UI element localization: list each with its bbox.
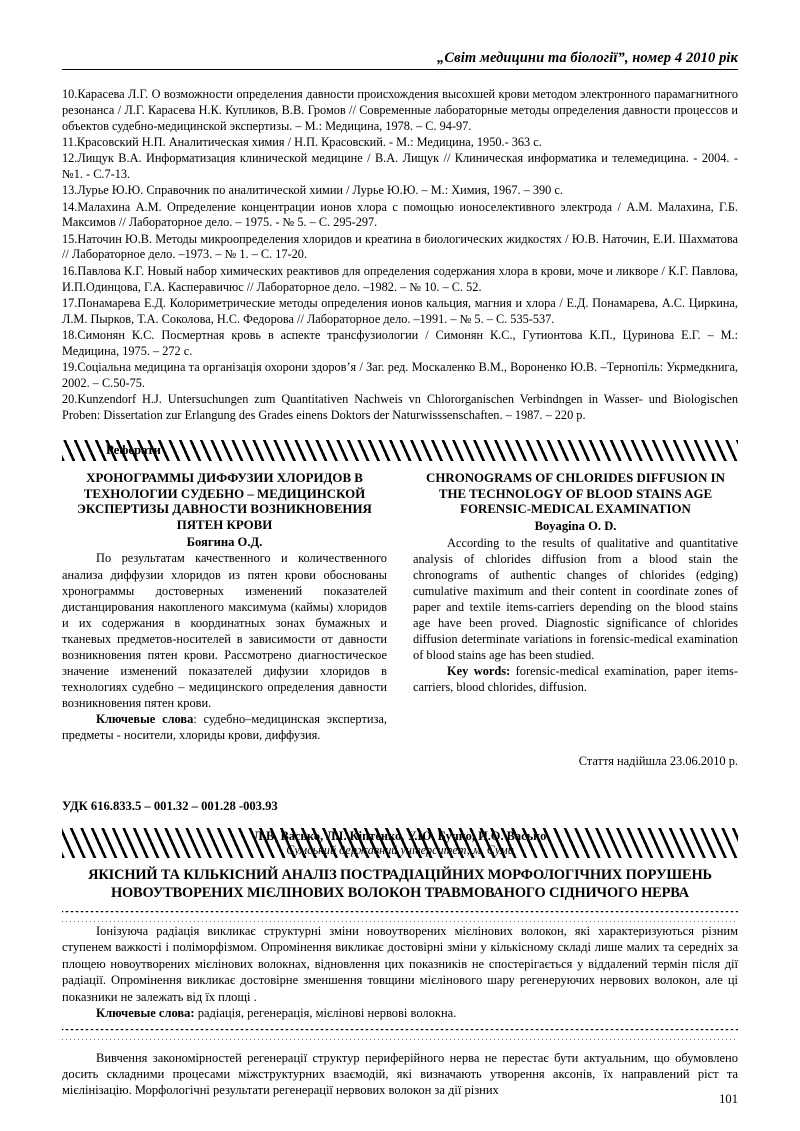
section-band-abstracts — [62, 440, 738, 461]
article-keywords — [62, 1005, 738, 1021]
udc-code: УДК 616.833.5 – 001.32 – 001.28 -003.93 — [62, 799, 278, 814]
abstract-keywords-text-ru: : судебно–медицинская экспертиза, предметы - носители, хлориды крови, диффузия. — [62, 712, 387, 743]
article-main-body — [62, 1050, 738, 1099]
reference-item: 10.Карасева Л.Г. О возможности определения давности происхождения высохшей крови методом электронного парамагнитного резонанса / Л.Г. Карасева Н.К. Купликов, В.В. Громов // Современные лабораторные методы определения давности процессов и объектов судебно-медицинской экспертизы. – М.: Медицина, 1978. – С. 94-97. — [62, 87, 738, 133]
abstract-column-russian — [62, 471, 387, 743]
zigzag-rule-top — [62, 911, 738, 919]
article-keywords-label: Ключевые слова: — [96, 1006, 195, 1021]
reference-item: 20.Kunzendorf H.J. Untersuchungen zum Quantitativen Nachweis vn Chlororganischen Verbindngen in Wasser- und Biologischen Proben: Dissertation zur Erlangung des Grades einens Doktors der Naturwisssenschaften. – 1987. – 220 p. — [62, 392, 738, 422]
article-summary-block — [62, 911, 738, 1037]
abstract-columns — [62, 471, 738, 743]
reference-item: 18.Симонян К.С. Посмертная кровь в аспекте трансфузиологии / Симонян К.С., Гутионтова К.П., Цуринова Е.Г. – М.: Медицина, 1975. – 272 с. — [62, 327, 738, 358]
abstract-body-en: According to the results of qualitative and quantitative analysis of chlorides diffusion from a blood stain the chronograms of authentic changes of chlorides (edging) cumulative maximum and their content in coordinate zones of paper and textile items-carriers depending on the blood stains age have been proved. Diagnostic significance of chlorides diffusion determinate variations in forensic-medical examination of blood stains age has been studied. — [413, 535, 738, 663]
reference-item: 19.Соціальна медицина та організація охорони здоров’я / Заг. ред. Москаленко В.М., Вороненко Ю.В. –Тернопіль: Укрмедкнига, 2002. – С.50-75. — [62, 360, 738, 390]
reference-item: 11.Красовский Н.П. Аналитическая химия / Н.П. Красовский. - М.: Медицина, 1950.- 363 с. — [62, 134, 542, 149]
abstract-keywords-ru — [62, 711, 387, 743]
reference-item: 14.Малахина А.М. Определение концентрации ионов хлора с помощью ионоселективного электрода / А.М. Малахина, Г.Б. Максимов // Лабораторное дело. – 1975. - № 5. – С. 295-297. — [62, 199, 738, 230]
section-band-label: Реферати — [106, 442, 161, 457]
article-affiliation: Сумський державний університет, м. Суми — [286, 843, 514, 858]
article-summary: Іонізуюча радіація викликає структурні зміни новоутворених мієлінових волокон, які характеризуються різним ступенем важкості і поліморфізмом. Опромінення викликає достовірні зміни у кількісному складі лише малих та середніх за площею новоутворених мієлінових волокнах, відновлення цих показників не спостерігається у віддалений термін після дії радіації. Опромінення викликає достовірне зменшення товщини мієлінового шару регенеруючих нервових волокон, але ці показники не залежать від їх площі . — [62, 923, 738, 1004]
article-keywords-text: радіація, регенерація, мієлінові нервові волокна. — [194, 1006, 457, 1021]
abstract-body-ru: По результатам качественного и количественного анализа диффузии хлоридов из пятен крови обоснованы хронограммы достоверных изменений показателей дистанцирования накопленого максимума (каймы) хлоридов и их содержания в координатных зонах бумажных и тканевых предметов-носителей в зависимости от давности возникновения пятен крови. Рассмотрено диагностическое значение изменений показателей дифузии хлоридов в технологиях судебно – медицинского определения давности возникновения пятен крови. — [62, 551, 387, 711]
abstract-column-english — [413, 471, 738, 743]
abstract-author-en: Boyagina O. D. — [534, 519, 617, 534]
reference-item: 15.Наточин Ю.В. Методы микроопределения хлоридов и креатина в биологических жидкостях / Ю.В. Наточин, Е.И. Шахматова // Лабораторное дело. –1973. – № 1. – С. 17-20. — [62, 231, 738, 262]
reference-list — [62, 87, 738, 424]
running-head: „Світ медицини та біології”, номер 4 2010 рік — [437, 50, 738, 66]
article-title: ЯКІСНИЙ ТА КІЛЬКІСНИЙ АНАЛІЗ ПОСТРАДІАЦІЙНИХ МОРФОЛОГІЧНИХ ПОРУШЕНЬ НОВОУТВОРЕНИХ МІЄЛІНОВИХ ВОЛОКОН ТРАВМОВАНОГО СІДНИЧОГО НЕРВА — [88, 867, 712, 902]
section-band-label-wrap — [62, 440, 738, 461]
page-content — [62, 0, 738, 1099]
abstract-keywords-text-en: forensic-medical examination, paper items-carriers, blood chlorides, diffusion. — [413, 664, 738, 695]
running-head-rule — [62, 69, 738, 70]
abstract-keywords-label-en: Key words: — [447, 664, 511, 679]
article-byline-wrap — [62, 828, 738, 858]
abstract-keywords-label-ru: Ключевые слова — [96, 712, 194, 727]
reference-item: 17.Понамарева Е.Д. Колориметрические методы определения ионов кальция, магния и хлора / Е.Д. Понамарева, А.С. Циркина, Л.М. Пырков, Т.А. Соколова, Н.С. Федорова // Лабораторное дело. –1991. – № 5. – С. 535-537. — [62, 295, 738, 326]
section-band-authors — [62, 828, 738, 858]
article-paragraph: Вивчення закономірностей регенерації структур периферійного нерва не перестає бути актуальним, що обумовлено досить складними процесами міжструктурних взаємодій, які визначають утворення аксонів, їх направлений ріст та мієлінізацію. Морфологічні результати регенерації нервових волокон за дії різних — [62, 1050, 738, 1098]
abstract-title-en: CHRONOGRAMS OF CHLORIDES DIFFUSION IN THE TECHNOLOGY OF BLOOD STAINS AGE FORENSIC-MEDICAL EXAMINATION — [426, 470, 725, 517]
article-authors: Л.В. Васько, Л.І. Кіптенко, У.Ю. Бучко, И.О. Васько — [253, 828, 547, 843]
abstract-author-ru: Боягина О.Д. — [186, 535, 263, 550]
reference-item: 12.Лищук В.А. Информатизация клинической медицине / В.А. Лищук // Клиническая информатика и телемедицина. - 2004. - №1. - С.7-13. — [62, 151, 738, 181]
page-number: 101 — [719, 1092, 738, 1106]
zigzag-rule-bottom — [62, 1029, 738, 1037]
reference-item: 16.Павлова К.Г. Новый набор химических реактивов для определения содержания хлора в крови, моче и ликворе / К.Г. Павлова, И.П.Одинцова, Г.А. Касперавичюс // Лабораторное дело. –1982. – № 10. – С. 52. — [62, 263, 738, 294]
reference-item: 13.Лурье Ю.Ю. Справочник по аналитической химии / Лурье Ю.Ю. – М.: Химия, 1967. – 390 с. — [62, 183, 563, 198]
received-date-note: Стаття надійшла 23.06.2010 р. — [578, 754, 738, 769]
abstract-keywords-en — [413, 663, 738, 695]
abstract-title-ru: ХРОНОГРАММЫ ДИФФУЗИИ ХЛОРИДОВ В ТЕХНОЛОГИИ СУДЕБНО – МЕДИЦИНСКОЙ ЭКСПЕРТИЗЫ ДАВНОСТИ ВОЗНИКНОВЕНИЯ ПЯТЕН КРОВИ — [77, 470, 372, 533]
